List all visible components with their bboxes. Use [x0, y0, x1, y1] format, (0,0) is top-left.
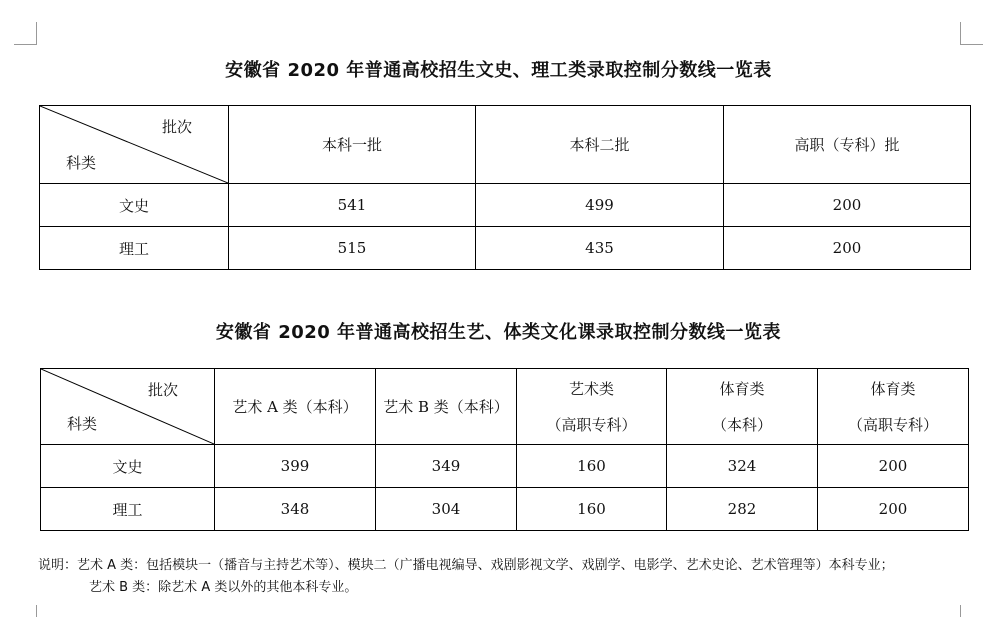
table1-title: 安徽省 2020 年普通高校招生文史、理工类录取控制分数线一览表 [225, 60, 772, 81]
score-cell: 200 [818, 488, 969, 531]
column-header: 高职（专科）批 [724, 106, 971, 184]
table-row [41, 445, 969, 488]
row-label: 理工 [40, 227, 229, 270]
score-cell: 200 [724, 184, 971, 227]
score-cell: 324 [667, 445, 818, 488]
page-corner-mark-top-right [960, 22, 983, 45]
score-cell: 282 [667, 488, 818, 531]
corner-label-batch: 批次 [161, 118, 192, 136]
column-header [517, 369, 667, 445]
table2-corner-cell [41, 369, 215, 445]
column-header-line1: 体育类 [870, 379, 916, 398]
score-cell: 541 [229, 184, 476, 227]
column-header-line1: 体育类 [719, 379, 765, 398]
column-header [376, 369, 517, 445]
column-header-line1: 艺术 B 类（本科） [383, 398, 509, 416]
score-cell: 200 [724, 227, 971, 270]
table-row [40, 184, 971, 227]
table2-header-row [41, 369, 969, 445]
column-header [215, 369, 376, 445]
column-header: 本科二批 [476, 106, 724, 184]
note-line-1: 说明：艺术 A 类：包括模块一（播音与主持艺术等）、模块二（广播电视编导、戏剧影视文学、戏剧学、电影学、艺术史论、艺术管理等）本科专业； [38, 558, 894, 573]
column-header-line1: 艺术 A 类（本科） [232, 398, 358, 416]
row-label: 文史 [40, 184, 229, 227]
score-table-wenli [39, 105, 971, 270]
score-cell: 348 [215, 488, 376, 531]
column-header [818, 369, 969, 445]
score-cell: 499 [476, 184, 724, 227]
score-table-art-sports [40, 368, 969, 531]
table1-header-row [40, 106, 971, 184]
corner-label-category: 科类 [67, 415, 98, 433]
score-cell: 160 [517, 488, 667, 531]
note-line-2: 艺术 B 类：除艺术 A 类以外的其他本科专业。 [89, 580, 358, 595]
page-corner-mark-bottom-right [960, 605, 983, 617]
corner-label-batch: 批次 [147, 381, 178, 399]
column-header-line2: （高职专科） [546, 415, 637, 434]
table-row [40, 227, 971, 270]
table1-corner-cell [40, 106, 229, 184]
column-header-line2: （本科） [711, 415, 772, 434]
page-corner-mark-top-left [14, 22, 37, 45]
row-label: 理工 [41, 488, 215, 531]
score-cell: 304 [376, 488, 517, 531]
score-cell: 435 [476, 227, 724, 270]
corner-label-category: 科类 [66, 154, 97, 172]
column-header-line1: 艺术类 [568, 379, 614, 398]
table-row [41, 488, 969, 531]
row-label: 文史 [41, 445, 215, 488]
table2-title: 安徽省 2020 年普通高校招生艺、体类文化课录取控制分数线一览表 [215, 322, 782, 343]
score-cell: 515 [229, 227, 476, 270]
score-cell: 200 [818, 445, 969, 488]
score-cell: 349 [376, 445, 517, 488]
column-header-line2: （高职专科） [847, 415, 938, 434]
column-header [667, 369, 818, 445]
score-cell: 399 [215, 445, 376, 488]
page-corner-mark-bottom-left [14, 605, 37, 617]
column-header: 本科一批 [229, 106, 476, 184]
score-cell: 160 [517, 445, 667, 488]
